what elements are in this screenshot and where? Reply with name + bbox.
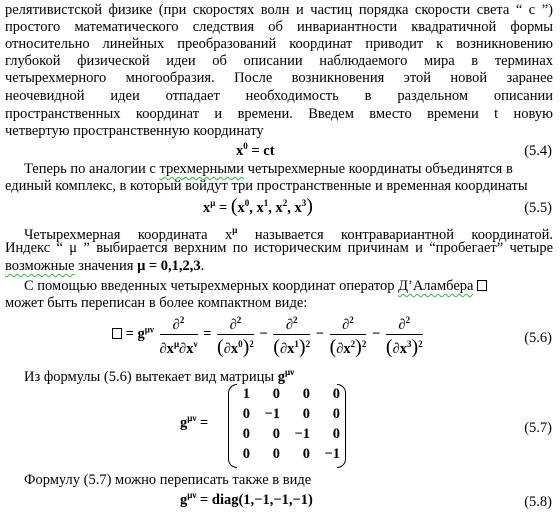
text-line-1: релятивистской физике (при скоростях волн и частиц порядка скорости света “ c ”) — [5, 2, 553, 18]
box-operator-icon — [477, 280, 487, 291]
matrix-cell: 0 — [242, 406, 250, 422]
text-line-5: четырехмерного многообразия. После возникновения этой новой заранее — [5, 70, 553, 86]
matrix-cell: 0 — [272, 386, 280, 402]
text-line-2: простого математического следствия об инвариантности квадратичной формы — [5, 19, 553, 35]
text-line-16: Из формулы (5.6) вытекает вид матрицы $g^{\mu\nu}$ — [24, 367, 295, 385]
matrix-cell: 0 — [272, 446, 280, 462]
equation-5-7-lhs: $g^{\mu\nu}$ = — [180, 413, 209, 431]
text-line-17: Формулу (5.7) можно переписать также в виде — [24, 472, 312, 488]
equation-5-6: = $g^{\mu\nu}$ $\frac{\partial^2}{\partial x^\mu\partial x^\nu}$ = $\frac{\partial^2}{(\partial x^0)^2}$ − $\frac{\partial^2}{(\partial x^1)^2}$ − $\frac{\partial^2}{(\partial x^2)^2}$ − $\frac{\partial^2}{(\partial x^3)^2}$ — [112, 312, 425, 358]
text-line-12: Индекс “ μ ” выбирается верхним по историческим причинам и “пробегает” четыре — [5, 240, 553, 256]
matrix-cell: −1 — [324, 446, 340, 462]
metric-matrix — [228, 384, 346, 466]
matrix-cell: 0 — [302, 386, 310, 402]
equation-5-4: $x^0$ = ct — [236, 141, 275, 159]
equation-number-5-8: (5.8) — [524, 494, 552, 510]
equation-number-5-7: (5.7) — [524, 420, 552, 436]
matrix-cell: 0 — [302, 446, 310, 462]
matrix-cell: 0 — [332, 386, 340, 402]
text-line-14: С помощью введенных четырехмерных координат оператор Д’Аламбера — [24, 278, 553, 295]
text-line-13: возможные значения μ = 0,1,2,3. — [5, 258, 205, 274]
text-line-3: относительно линейных преобразований координат приводит к возникновению — [5, 36, 553, 52]
text-line-10: единый комплекс, в который войдут три пространственные и временная координаты — [5, 178, 528, 194]
text-line-11: Четырехмерная координата $x^\mu$ называется контравариантной координатой. — [24, 225, 553, 243]
matrix-cell: 1 — [242, 386, 250, 402]
text-line-9: Теперь по аналогии с трехмерными четырехмерные координаты объединятся в — [24, 161, 513, 177]
equation-number-5-6: (5.6) — [524, 330, 552, 346]
text-line-7: пространственных координат и времени. Введем вместо времени t новую — [5, 106, 553, 122]
text-line-4: глубокой физической идеи об описании наблюдаемого мира в терминах — [5, 53, 553, 69]
matrix-cell: 0 — [332, 426, 340, 442]
text-line-8: четвертую пространственную координату — [5, 123, 264, 139]
text-line-15: может быть переписан в более компактном виде: — [5, 295, 308, 311]
equation-5-8: $g^{\mu\nu}$ = diag(1,−1,−1,−1) — [180, 490, 313, 508]
matrix-cell: 0 — [272, 426, 280, 442]
matrix-cell: −1 — [294, 426, 310, 442]
equation-number-5-5: (5.5) — [524, 200, 552, 216]
equation-5-5: $x^\mu = (x^0$, $x^1$, $x^2$, $x^3$) — [203, 195, 313, 217]
matrix-cell: 0 — [332, 406, 340, 422]
equation-number-5-4: (5.4) — [524, 143, 552, 159]
text-line-6: неочевидной идеи отпадает необходимость в раздельном описании — [5, 88, 553, 104]
matrix-cell: 0 — [242, 446, 250, 462]
matrix-cell: 0 — [242, 426, 250, 442]
matrix-cell: 0 — [302, 406, 310, 422]
box-operator-icon — [112, 328, 122, 339]
matrix-cell: −1 — [264, 406, 280, 422]
